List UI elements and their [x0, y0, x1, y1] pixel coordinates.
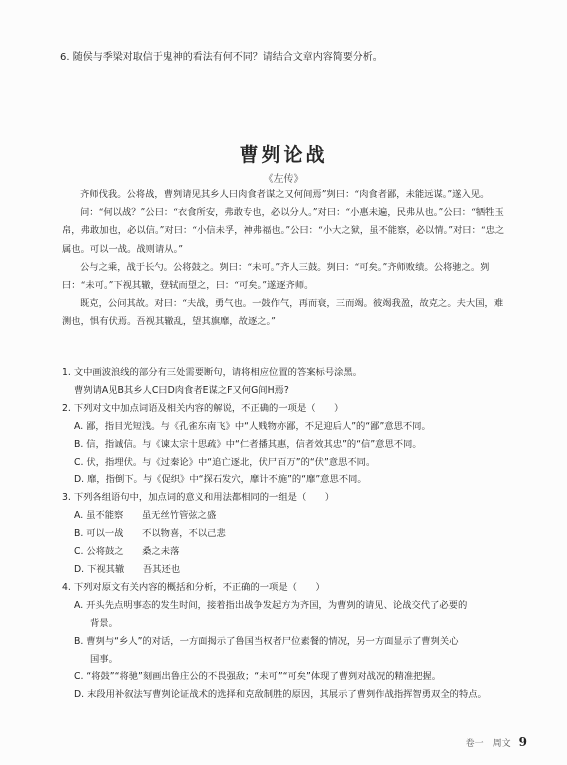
option-c: C. 伏，指埋伏。与《过秦论》中“追亡逐北，伏尸百万”的“伏”意思不同。: [74, 456, 376, 468]
option-d: D. 下视其辙 吾其还也: [74, 563, 181, 575]
question-3: 3. 下列各组语句中，加点词的意义和用法都相同的一组是（ ）: [62, 492, 335, 504]
option-a: A. 开头先点明事态的发生时间，接着指出战争发起方为齐国，为曹刿的请见、论战交代了必要的: [74, 599, 468, 611]
question-1-sentence: 曹刿请A见B其乡人C曰D肉食者E谋之F又何G间H焉?: [74, 384, 289, 396]
option-b: B. 曹刿与“乡人”的对话，一方面揭示了鲁国当权者尸位素餐的情况，另一方面显示了曹刿关心: [74, 635, 459, 647]
article-title: 曹刿论战: [239, 144, 328, 166]
passage-paragraph: 齐师伐我。公将战，曹刿请见其乡人曰肉食者谋之又何间焉”刿曰：“肉食者鄙，未能远谋。”遂入见。: [80, 189, 490, 200]
option-a: A. 鄙，指目光短浅。与《孔雀东南飞》中“人贱物亦鄙，不足迎后人”的“鄙”意思不同。: [74, 420, 431, 432]
option-b: B. 信，指诚信。与《谏太宗十思疏》中“仁者播其惠，信者效其忠”的“信”意思不同。: [74, 438, 422, 450]
question-2: 2. 下列对文中加点词语及相关内容的解说，不正确的一项是（ ）: [62, 402, 344, 414]
question-6: 6. 随侯与季梁对取信于鬼神的看法有何不同？请结合文章内容简要分析。: [60, 52, 383, 63]
question-1: 1. 文中画波浪线的部分有三处需要断句，请将相应位置的答案标号涂黑。: [62, 367, 363, 378]
page-footer: [466, 735, 527, 749]
passage-paragraph: 问：“何以战？”公曰：“衣食所安，弗敢专也，必以分人。”对曰：“小惠未遍，民弗从也。”公曰：“牺牲玉帛，弗敢加也，必以信。”对曰：“小信未孚，神弗福也。”公曰：“小大之狱，虽不能察，必以情。”对曰：“忠之属也。可以一战。战则请从。”: [62, 207, 505, 255]
question-4: 4. 下列对原文有关内容的概括和分析，不正确的一项是（ ）: [62, 581, 325, 593]
option-b: B. 可以一战 不以物喜，不以己悲: [74, 528, 226, 540]
option-c: C. 公将鼓之 桑之未落: [74, 546, 180, 558]
option-a-continued: 背景。: [90, 617, 118, 629]
page-number: 9: [518, 735, 527, 749]
footer-section: 卷一 周文: [465, 739, 511, 749]
option-c: C. “将鼓”“将驰”刻画出鲁庄公的不畏强敌；“未可”“可矣”体现了曹刿对战况的精准把握。: [74, 671, 442, 683]
option-d: D. 靡，指倒下。与《促织》中“探石发穴，靡计不施”的“靡”意思不同。: [74, 474, 367, 486]
passage: [62, 186, 512, 332]
passage-paragraph: 公与之乘，战于长勺。公将鼓之。刿曰：“未可。”齐人三鼓。刿曰：“可矣。”齐师败绩。公将驰之。刿曰：“未可。”下视其辙，登轼而望之，曰：“可矣。”遂逐齐师。: [62, 261, 490, 292]
option-b-continued: 国事。: [90, 653, 118, 665]
option-d: D. 末段用补叙法写曹刿论证战术的选择和克敌制胜的原因，其展示了曹刿作战指挥智勇双全的特点。: [74, 689, 487, 701]
article-source: 《左传》: [263, 174, 304, 185]
questions: [62, 364, 522, 704]
option-a: A. 虽不能察 虽无丝竹管弦之盛: [74, 510, 217, 522]
passage-paragraph: 既克，公问其故。对曰：“夫战，勇气也。一鼓作气，再而衰，三而竭。彼竭我盈，故克之。夫大国，难测也，惧有伏焉。吾视其辙乱，望其旗靡，故逐之。”: [62, 298, 504, 328]
